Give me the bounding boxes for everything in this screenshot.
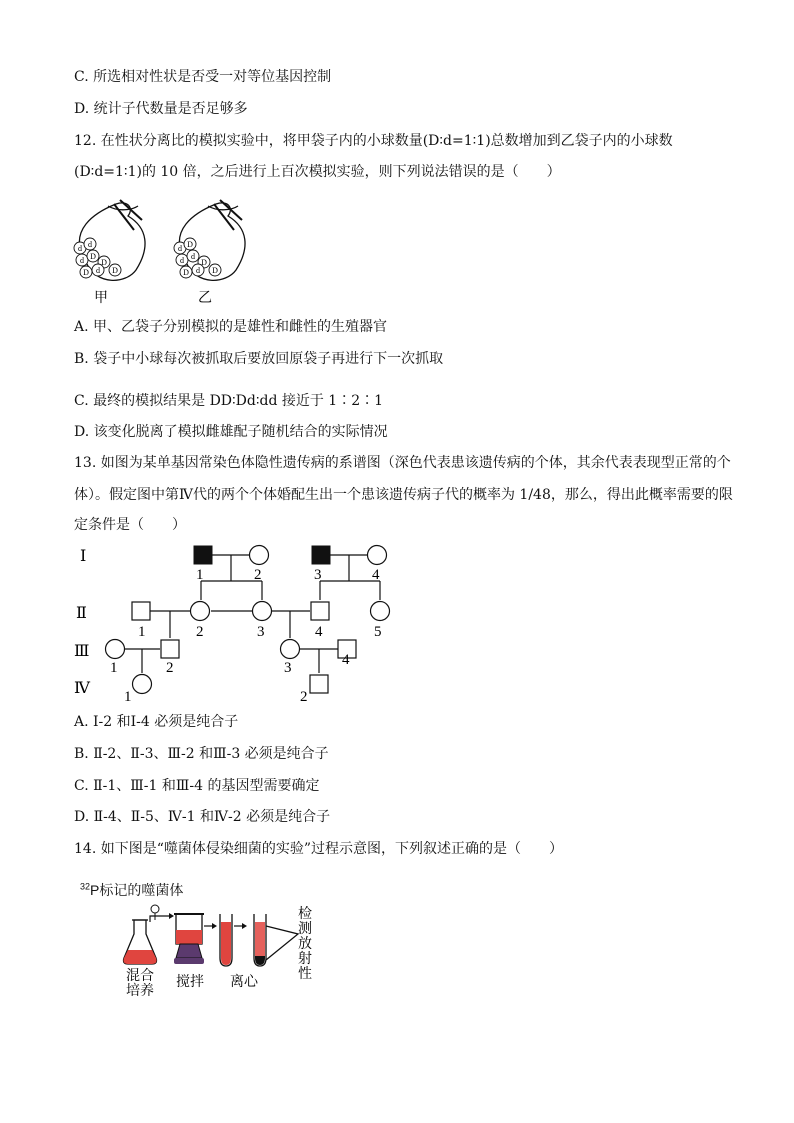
q12-option-a: A. 甲、乙袋子分别模拟的是雄性和雌性的生殖器官 — [74, 319, 388, 335]
person-number: 1 — [110, 660, 118, 676]
step-detect-label: 性 — [298, 967, 312, 982]
step-detect-label: 放 — [298, 937, 312, 952]
person-number: 4 — [342, 652, 350, 668]
step-detect-label: 射 — [298, 952, 312, 967]
ball-label: d — [180, 256, 184, 265]
person-II-3 — [253, 602, 272, 621]
q13-option-c: C. Ⅱ-1、Ⅲ-1 和Ⅲ-4 的基因型需要确定 — [74, 778, 320, 794]
person-I-4 — [368, 546, 387, 565]
bag-left — [74, 200, 145, 306]
ball-label: d — [178, 244, 182, 253]
person-number: 1 — [138, 624, 146, 640]
q12-stem-line2: (D∶d=1∶1)的 10 倍，之后进行上百次模拟实验，则下列说法错误的是（ ） — [74, 164, 561, 180]
bag-right-label: 乙 — [198, 291, 212, 306]
step-stir-label: 搅拌 — [176, 975, 204, 990]
flask-icon — [124, 920, 157, 964]
q13-option-a: A. Ⅰ-2 和Ⅰ-4 必须是纯合子 — [74, 714, 239, 730]
ball-label: d — [96, 266, 100, 275]
person-number: 2 — [166, 660, 174, 676]
person-number: 2 — [300, 689, 308, 705]
phage-experiment-figure — [120, 900, 330, 996]
ball-label: d — [80, 256, 84, 265]
person-III-3 — [281, 640, 300, 659]
generation-label: Ⅳ — [74, 680, 90, 697]
person-II-2 — [191, 602, 210, 621]
ball-label: D — [90, 252, 96, 261]
q13-stem-line2: 体）。假定图中第Ⅳ代的两个个体婚配生出一个患该遗传病子代的概率为 1/48，那么，得出此概率需要的限 — [74, 487, 733, 503]
ball-label: d — [78, 244, 82, 253]
person-number: 1 — [196, 567, 204, 583]
phage-icon — [151, 905, 159, 920]
person-number: 3 — [257, 624, 265, 640]
ball-label: d — [191, 252, 195, 261]
person-I-1 — [194, 546, 212, 564]
ball-label: D — [83, 268, 89, 277]
ball-label: D — [183, 268, 189, 277]
bag-left-label: 甲 — [94, 291, 108, 306]
ball-label: D — [187, 240, 193, 249]
blender-icon — [174, 914, 204, 964]
q12-option-c: C. 最终的模拟结果是 DD∶Dd∶dd 接近于 1∶2∶1 — [74, 393, 384, 409]
person-number: 1 — [124, 689, 132, 705]
ball-label: D — [112, 266, 118, 275]
generation-label: Ⅰ — [80, 548, 87, 565]
q14-stem: 14. 如下图是“噬菌体侵染细菌的实验”过程示意图，下列叙述正确的是（ ） — [74, 841, 564, 857]
bags-figure — [68, 190, 258, 308]
q12-option-d: D. 该变化脱离了模拟雌雄配子随机结合的实际情况 — [74, 424, 388, 440]
ball-label: d — [196, 266, 200, 275]
q13-stem-line1: 13. 如图为某单基因常染色体隐性遗传病的系谱图（深色代表患该遗传病的个体，其余代表表现型正常的个 — [74, 455, 731, 471]
person-II-1 — [132, 602, 150, 620]
pedigree-chart — [60, 538, 410, 708]
step-detect-label: 测 — [298, 922, 312, 937]
step-centrifuge-label: 离心 — [230, 975, 258, 990]
q13-option-b: B. Ⅱ-2、Ⅱ-3、Ⅲ-2 和Ⅲ-3 必须是纯合子 — [74, 746, 329, 762]
step-mix-label: 混合 — [126, 969, 154, 984]
person-I-3 — [312, 546, 330, 564]
person-number: 3 — [314, 567, 322, 583]
q12-stem-line1: 12. 在性状分离比的模拟实验中，将甲袋子内的小球数量(D∶d=1∶1)总数增加到乙袋子内的小球数 — [74, 133, 673, 149]
person-number: 3 — [284, 660, 292, 676]
person-III-2 — [161, 640, 179, 658]
bag-right — [174, 200, 245, 306]
person-number: 2 — [254, 567, 262, 583]
q11-option-d: D. 统计子代数量是否足够多 — [74, 101, 248, 117]
step-detect-label: 检 — [298, 907, 312, 922]
person-IV-1 — [133, 675, 152, 694]
q12-option-b: B. 袋子中小球每次被抓取后要放回原袋子再进行下一次抓取 — [74, 351, 444, 367]
ball-label: D — [101, 258, 107, 267]
person-IV-2 — [310, 675, 328, 693]
isotope-superscript: 32 — [80, 881, 91, 892]
person-number: 2 — [196, 624, 204, 640]
step-mix-label: 培养 — [126, 984, 154, 996]
q11-option-c: C. 所选相对性状是否受一对等位基因控制 — [74, 69, 332, 85]
person-number: 4 — [315, 624, 323, 640]
person-I-2 — [250, 546, 269, 565]
generation-label: Ⅱ — [76, 605, 87, 622]
ball-label: D — [212, 266, 218, 275]
person-number: 4 — [372, 567, 380, 583]
person-II-4 — [311, 602, 329, 620]
generation-label: Ⅲ — [74, 643, 90, 660]
q13-stem-line3: 定条件是（ ） — [74, 517, 186, 533]
centrifuge-tube-icon — [254, 914, 266, 966]
person-III-1 — [106, 640, 125, 659]
q13-option-d: D. Ⅱ-4、Ⅱ-5、Ⅳ-1 和Ⅳ-2 必须是纯合子 — [74, 809, 331, 825]
person-II-5 — [371, 602, 390, 621]
phage-label-text: P标记的噬菌体 — [90, 882, 184, 898]
person-number: 5 — [374, 624, 382, 640]
phage-label — [80, 880, 183, 900]
ball-label: d — [88, 240, 92, 249]
ball-label: D — [201, 258, 207, 267]
test-tube-icon — [220, 914, 232, 966]
